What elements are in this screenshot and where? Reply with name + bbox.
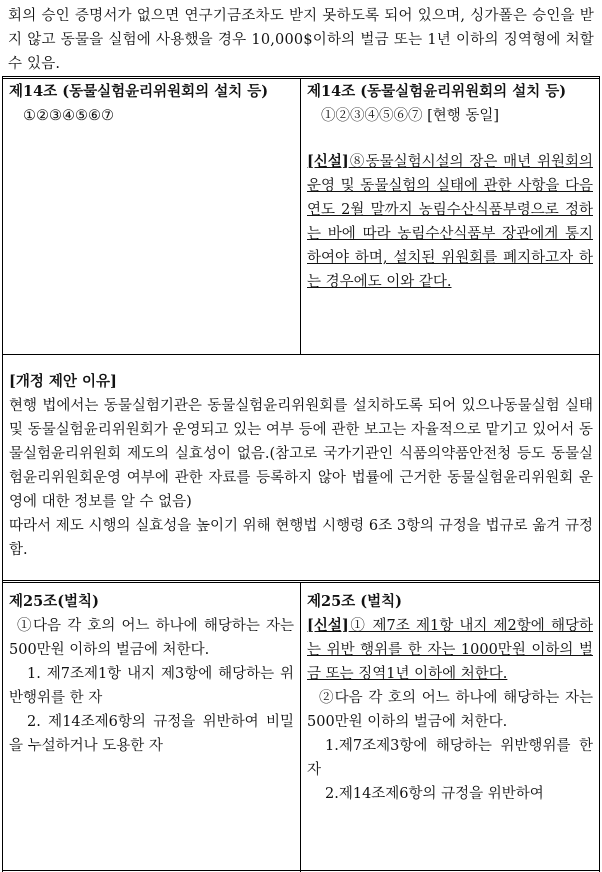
reason-paragraph-1: 현행 법에서는 동물실험기관은 동물실험윤리위원회를 설치하도록 되어 있으나동물실험 실태 및 동물실험윤리위원회가 운영되고 있는 여부 등에 관한 보고는 자율적으로 맡기고 있어서 동물실험윤리위원회 제도의 실효성이 없음.(참고로 국가기관인 식품의약품안전청 등도 동물실험윤리위원회운영 여부에 관한 자료를 등록하지 않아 법률에 근거한 동물실험윤리위원회 운영에 대한 정보를 알 수 없음) (9, 398, 593, 510)
table2-right-border (599, 580, 600, 872)
art25-new-clause (307, 614, 593, 686)
table2-bottom-border (2, 870, 600, 871)
art14-new-text: ⑧동물실험시설의 장은 매년 위원회의 운영 및 동물실험의 실태에 관한 사항을 다음 연도 2월 말까지 농림수산식품부령으로 정하는 바에 따라 농림수산식품부 장관에게 통지하여야 하며, 설치된 위원회를 폐지하고자 하는 경우에도 이와 같다. (307, 154, 593, 290)
art14-new-clause (307, 150, 593, 294)
art25-proposed-cell (301, 586, 599, 810)
reason-right-border (599, 354, 600, 580)
reason-top-border (2, 354, 600, 355)
art25-right-item-2: 2.제14조제6항의 규정을 위반하여 (325, 786, 544, 802)
art14-current-cell (3, 76, 300, 132)
art25-right-p2: ②다음 각 호의 어느 하나에 해당하는 자는 500만원 이하의 벌금에 처한다. (307, 690, 593, 730)
table2-top-border (2, 580, 600, 583)
art25-left-title: 제25조(벌칙) (9, 593, 99, 610)
art14-proposed-cell (301, 76, 599, 298)
table-right-border (599, 76, 600, 354)
reason-title: [개정 제안 이유] (9, 373, 117, 390)
art14-right-title: 제14조 (동물실험윤리위원회의 설치 등) (307, 83, 567, 100)
art14-left-title: 제14조 (동물실험윤리위원회의 설치 등) (9, 83, 269, 100)
art25-new-text: ① 제7조 제1항 내지 제2항에 해당하는 위반 행위를 한 자는 1000만원 이하의 벌금 또는 징역1년 이하에 처한다. (307, 618, 593, 682)
art14-left-body: ①②③④⑤⑥⑦ (23, 108, 114, 124)
art25-right-title: 제25조 (벌칙) (307, 593, 402, 610)
new-tag: [신설] (307, 617, 349, 634)
reason-cell (3, 366, 599, 566)
art25-left-item-2: 2. 제14조제6항의 규정을 위반하여 비밀을 누설하거나 도용한 자 (9, 714, 294, 754)
art25-right-item-1: 1.제7조제3항에 해당하는 위반행위를 한 자 (307, 738, 593, 778)
art25-current-cell (3, 586, 300, 762)
reason-paragraph-2: 따라서 제도 시행의 실효성을 높이기 위해 현행법 시행령 6조 3항의 규정을 법규로 옮겨 규정함. (9, 518, 593, 558)
new-tag: [신설] (307, 153, 349, 170)
intro-paragraph: 회의 승인 증명서가 없으면 연구기금조차도 받지 못하도록 되어 있으며, 싱가폴은 승인을 받지 않고 동물을 실험에 사용했을 경우 10,000$이하의 벌금 또는 1년 이하의 징역형에 처할 수 있음. (8, 8, 594, 72)
art25-left-item-1: 1. 제7조제1항 내지 제3항에 해당하는 위반행위를 한 자 (9, 666, 294, 706)
art25-left-p1: ①다음 각 호의 어느 하나에 해당하는 자는 500만원 이하의 벌금에 처한다. (9, 618, 294, 658)
art14-right-body: ①②③④⑤⑥⑦ [현행 동일] (321, 108, 500, 124)
